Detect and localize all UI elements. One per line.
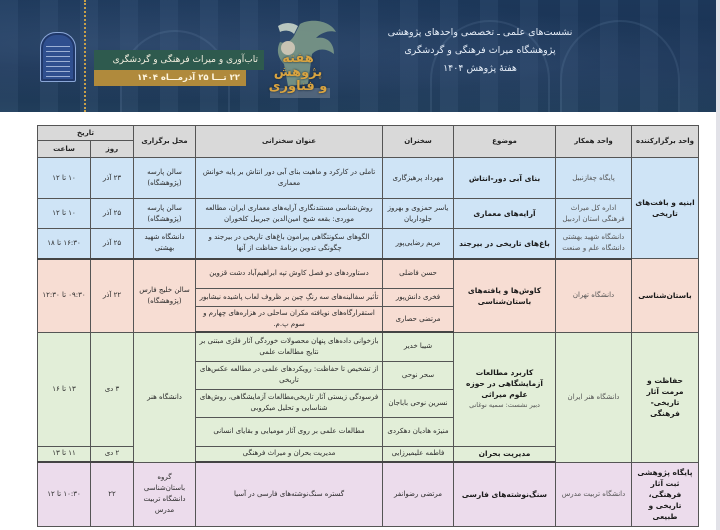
lecture-title-cell: دستاوردهای دو فصل کاوش تپه ابراهیم‌آباد دشت قزوین <box>196 259 383 289</box>
venue-cell: سالن پارسه (پژوهشگاه) <box>134 158 196 199</box>
speaker-cell: فاطمه علیمیرزایی <box>383 446 454 462</box>
event-banner <box>0 0 716 112</box>
decorative-dotted-line <box>84 0 86 112</box>
header-venue: محل برگزاری <box>134 126 196 158</box>
topic-text: کاربرد مطالعات آزمایشگاهی در حوزه علوم میراثی <box>465 368 543 399</box>
time-cell: ۱۰ تا ۱۲ <box>38 199 91 229</box>
lecture-title-cell: مدیریت بحران و میراث فرهنگی <box>196 446 383 462</box>
speaker-cell: مریم رضایی‌پور <box>383 229 454 259</box>
lecture-title-cell: روش‌شناسی مستندنگاری آرایه‌های معماری ایران، مطالعه موردی: بقعه شیخ امین‌الدین جبرییل کلخوران <box>196 199 383 229</box>
speaker-cell: شیبا خدیر <box>383 332 454 361</box>
partner-cell: دانشگاه تربیت مدرس <box>556 462 632 526</box>
day-cell: ۳ دی <box>91 332 134 446</box>
speaker-cell: حسن فاضلی <box>383 259 454 289</box>
schedule-table <box>37 125 699 527</box>
partner-cell: دانشگاه شهید بهشتی دانشگاه علم و صنعت <box>556 229 632 259</box>
lecture-title-cell: گستره سنگ‌نوشته‌های فارسی در آسیا <box>196 462 383 526</box>
lecture-title-cell: مطالعات علمی بر روی آثار مومیایی و بقایای انسانی <box>196 417 383 446</box>
topic-cell: مدیریت بحران <box>454 446 556 462</box>
header-organizer: واحد برگزارکننده <box>632 126 699 158</box>
event-dates: ۲۲ تـــا ۲۵ آذرمـــاه ۱۴۰۴ <box>94 70 246 86</box>
research-week-logo-text: هفته پژوهش و فناوری <box>268 51 328 94</box>
table-row <box>38 158 699 199</box>
speaker-cell: منیژه هادیان دهکردی <box>383 417 454 446</box>
venue-cell: دانشگاه شهید بهشتی <box>134 229 196 259</box>
organizer-cell: ابنیه و بافت‌های تاریخی <box>632 158 699 259</box>
venue-cell: گروه باستان‌شناسی دانشگاه تربیت مدرس <box>134 462 196 526</box>
speaker-cell: سحر نوحی <box>383 361 454 389</box>
time-cell: ۱۶:۳۰ تا ۱۸ <box>38 229 91 259</box>
heading-line-2: پژوهشگاه میراث فرهنگی و گردشگری <box>404 45 556 56</box>
event-title: تاب‌آوری و میراث فرهنگی و گردشگری <box>94 50 264 70</box>
time-cell: ۱۰:۳۰ تا ۱۲ <box>38 462 91 526</box>
lecture-title-cell: از تشخیص تا حفاظت: رویکردهای علمی در مطالعه عکس‌های تاریخی <box>196 361 383 389</box>
speaker-cell: مهرداد پرهیزگاری <box>383 158 454 199</box>
lecture-title-cell: تأثیر سفالینه‌های سه رنگِ چین بر ظروف لعاب پاشیده نیشابور <box>196 289 383 307</box>
header-speakers: سخنران <box>383 126 454 158</box>
table-row <box>38 259 699 289</box>
speaker-cell: یاسر حمزوی و بهروز جلوداریان <box>383 199 454 229</box>
day-cell: ۲۲ <box>91 462 134 526</box>
table-row <box>38 332 699 361</box>
lecture-title-cell: استقرارگاه‌های نویافته مکران ساحلی در هزاره‌های چهارم و سوم پ.م. <box>196 307 383 333</box>
partner-cell: دانشگاه هنر ایران <box>556 332 632 462</box>
venue-cell: سالن خلیج فارس (پژوهشگاه) <box>134 259 196 333</box>
speaker-cell: مرتضی رضوانفر <box>383 462 454 526</box>
speaker-cell: نسرین نوحی باباجان <box>383 389 454 417</box>
day-cell: ۲۳ آذر <box>91 158 134 199</box>
table-row <box>38 462 699 526</box>
day-cell: ۲ دی <box>91 446 134 462</box>
day-cell: ۲۲ آذر <box>91 259 134 333</box>
header-time: ساعت <box>38 141 91 158</box>
partner-cell: پایگاه چغازنبیل <box>556 158 632 199</box>
organizer-cell: حفاظت و مرمت آثار تاریخی- فرهنگی <box>632 332 699 462</box>
time-cell: ۱۱ تا ۱۳ <box>38 446 91 462</box>
partner-cell: دانشگاه تهران <box>556 259 632 333</box>
day-cell: ۲۵ آذر <box>91 199 134 229</box>
venue-cell: دانشگاه هنر <box>134 332 196 462</box>
topic-cell: سنگ‌نوشته‌های فارسی <box>454 462 556 526</box>
table-row <box>38 199 699 229</box>
time-cell: ۱۰ تا ۱۲ <box>38 158 91 199</box>
header-day: روز <box>91 141 134 158</box>
topic-cell: آرایه‌های معماری <box>454 199 556 229</box>
time-cell: ۰۹:۳۰ تا ۱۲:۳۰ <box>38 259 91 333</box>
table-row <box>38 229 699 259</box>
topic-cell: باغ‌های تاریخی در بیرجند <box>454 229 556 259</box>
venue-cell: سالن پارسه (پژوهشگاه) <box>134 199 196 229</box>
topic-cell <box>454 332 556 446</box>
heading-line-3: هفتهٔ پژوهش ۱۴۰۴ <box>443 63 517 74</box>
partner-cell: اداره کل میراث فرهنگی استان اردبیل <box>556 199 632 229</box>
organizer-cell: باستان‌شناسی <box>632 259 699 333</box>
speaker-cell: مرتضی حصاری <box>383 307 454 333</box>
topic-cell: بنای آبی دور-انتاش <box>454 158 556 199</box>
day-cell: ۲۵ آذر <box>91 229 134 259</box>
session-chair-note: دبیر نشست: سمیه نوغانی <box>469 401 540 409</box>
lecture-title-cell: الگوهای سکونتگاهی پیرامون باغ‌های تاریخی در بیرجند و چگونگی تدوین برنامهٔ حفاظت از آنها <box>196 229 383 259</box>
lecture-title-cell: بازخوانی داده‌های پنهان محصولات خوردگی آثار فلزی مبتنی بر نتایج مطالعات علمی <box>196 332 383 361</box>
vertical-scrollbar[interactable] <box>716 0 720 530</box>
time-cell: ۱۳ تا ۱۶ <box>38 332 91 446</box>
lecture-title-cell: تاملی در کارکرد و ماهیت بنای آبی دور انتاش بر پایه خوانش معماری <box>196 158 383 199</box>
header-partner: واحد همکار <box>556 126 632 158</box>
organizer-cell: پایگاه پژوهشی ثبت آثار فرهنگی، تاریخی و طبیعی <box>632 462 699 526</box>
speaker-cell: فخری دانش‌پور <box>383 289 454 307</box>
calligraphy-emblem-icon <box>40 32 76 82</box>
header-date-group: تاریخ <box>38 126 134 141</box>
heading-line-1: نشست‌های علمی ـ تخصصی واحدهای پژوهشی <box>387 27 573 38</box>
banner-heading <box>370 24 590 78</box>
header-lecture-title: عنوان سخنرانی <box>196 126 383 158</box>
lecture-title-cell: فرسودگی زیستی آثار تاریخی‌مطالعات آزمایشگاهی، روش‌های شناسایی و تحلیل میکروبی <box>196 389 383 417</box>
header-topic: موضوع <box>454 126 556 158</box>
topic-cell: کاوش‌ها و یافته‌های باستان‌شناسی <box>454 259 556 333</box>
